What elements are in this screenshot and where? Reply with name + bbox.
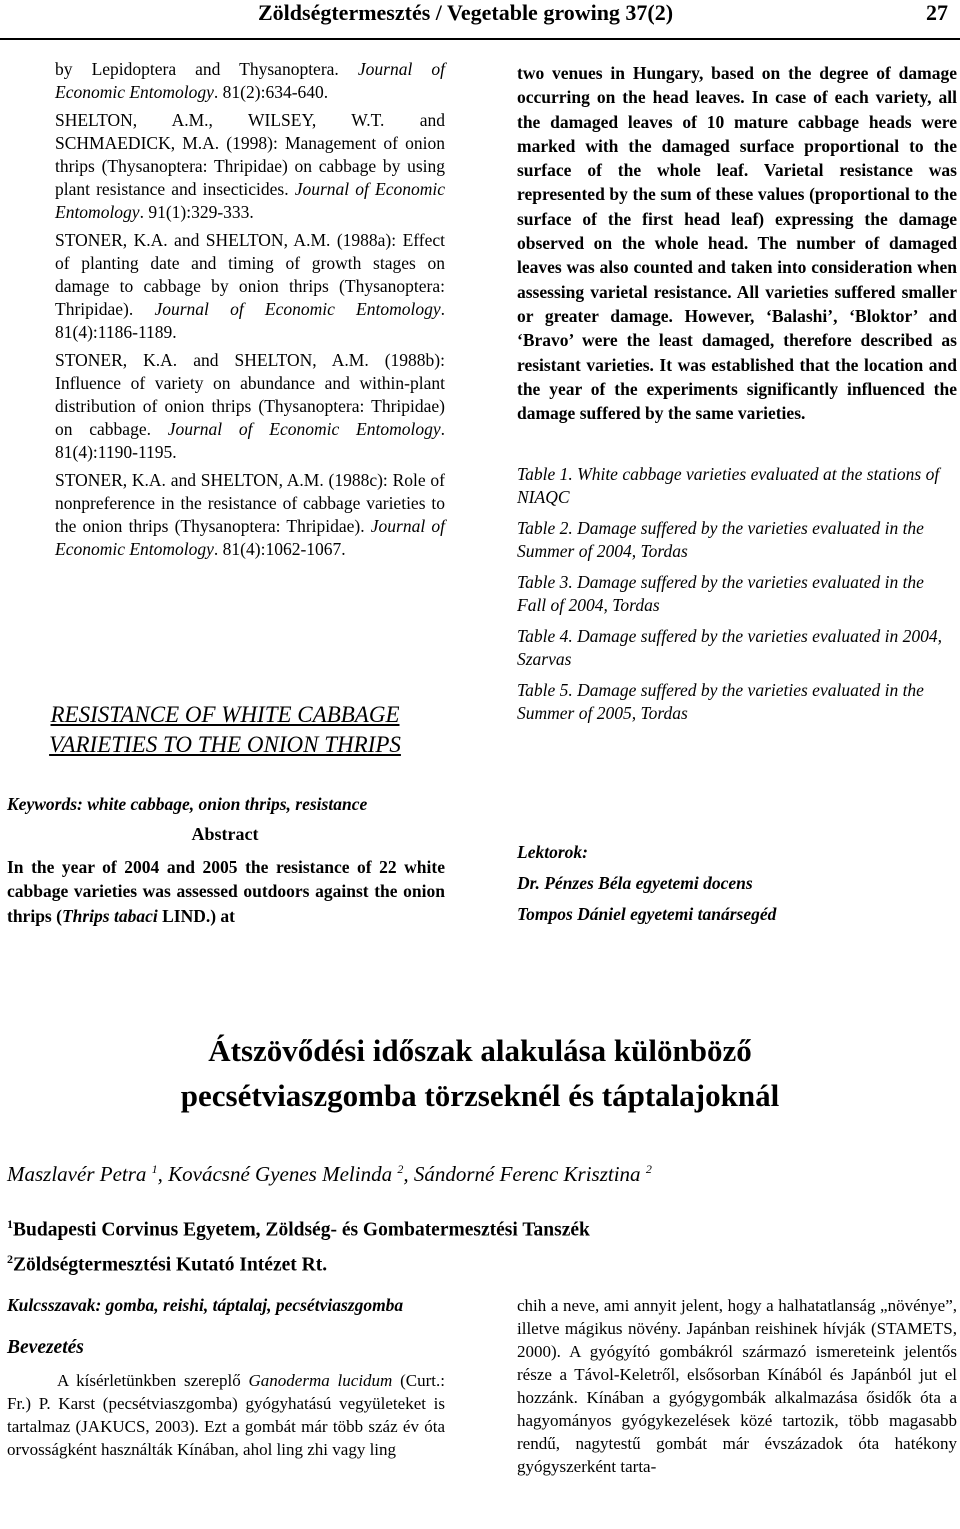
reference-item: by Lepidoptera and Thysanoptera. Journal of Economic Entomology. 81(2):634-640. — [55, 59, 445, 102]
affiliation: $^2$Zöldségtermesztési Kutató Intézet Rt. — [7, 1251, 328, 1275]
table-caption: Table 3. Damage suffered by the varieties evaluated in the Fall of 2004, Tordas — [517, 572, 924, 616]
intro-paragraph: A kísérletünkben szereplő Ganoderma lucidum (Curt.: Fr.) P. Karst (pecsétviaszgomba) gyógyhatású vegyületeket is tartalmaz (JAKUCS, 2003). Ezt a gombát már több száz év óta orvosságként használták Kínában, ahol ling zhi vagy ling — [7, 1371, 446, 1459]
article-left-column — [7, 1294, 445, 1461]
table-caption: Table 4. Damage suffered by the varieties evaluated in 2004, Szarvas — [517, 626, 942, 670]
english-section-title — [0, 700, 450, 760]
article-title — [0, 1028, 960, 1118]
title-line: RESISTANCE OF WHITE CABBAGE — [50, 702, 400, 727]
article-keywords: Kulcsszavak: gomba, reishi, táptalaj, pecsétviaszgomba — [7, 1295, 404, 1315]
author-list — [7, 1162, 652, 1187]
reviewers — [517, 837, 957, 930]
abstract-heading: Abstract — [191, 824, 259, 844]
intro-paragraph-continued: chih a neve, ami annyit jelent, hogy a halhatatlanság „növénye”, illetve mágikus növény. Japánban reishinek hívják (STAMETS, 2000). A gyógyító gombákról származó ismereteink jelentős része a Távol-Keletről, elsősorban Kínából és Japánból jut el hozzánk. Kínában a gyógygombák alkalmazása ősidők óta a hagyományos gyógykezelések közé tartozik, több magasabb rendű, nagytestű gombát már évszázadok óta hatékony gyógyszerként tarta- — [517, 1296, 957, 1476]
reference-item: STONER, K.A. and SHELTON, A.M. (1988b): Influence of variety on abundance and within-plant distribution of onion thrips (Thysanoptera: Thripidae) on cabbage. Journal of Economic Entomology. 81(4):1190-1195. — [55, 350, 445, 462]
english-keywords: Keywords: white cabbage, onion thrips, resistance — [7, 794, 368, 814]
abstract-continued: two venues in Hungary, based on the degree of damage occurring on the head leaves. In case of each variety, all the damaged leaves of 10 mature cabbage heads were marked with the damaged surface proportional to the surface of the whole leaf. Varietal resistance was represented by the sum of these values (proportional to the surface of the first head leaf) expressing the damage observed on the whole head. The number of damaged leaves was also counted and taken into consideration when assessing varietal resistance. All varieties suffered smaller or greater damage. However, ‘Balashi’, ‘Bloktor’ and ‘Bravo’ were the least damaged, therefore described as resistant varieties. It was established that the location and the year of the experiments significantly influenced the damage suffered by the same varieties. — [517, 63, 957, 424]
author: Sándorné Ferenc Krisztina $^2$ — [413, 1162, 652, 1186]
affiliation: $^1$Budapesti Corvinus Egyetem, Zöldség- és Gombatermesztési Tanszék — [7, 1217, 590, 1241]
journal-title: Zöldségtermesztés / Vegetable growing 37(2) — [258, 0, 674, 25]
article-title-line: pecsétviaszgomba törzseknél és táptalajoknál — [180, 1078, 780, 1113]
author: Maszlavér Petra $^1$, — [7, 1162, 169, 1186]
reviewer-name: Dr. Pénzes Béla egyetemi docens — [517, 873, 753, 893]
abstract-text: In the year of 2004 and 2005 the resistance of 22 white cabbage varieties was assessed outdoors against the onion thrips (Thrips tabaci LIND.) at — [7, 857, 445, 926]
article-title-line: Átszövődési időszak alakulása különböző — [208, 1033, 752, 1068]
reference-item: SHELTON, A.M., WILSEY, W.T. and SCHMAEDICK, M.A. (1998): Management of onion thrips (Thysanoptera: Thripidae) on cabbage by using plant resistance and insecticides. Journal of Economic Entomology. 91(1):329-333. — [55, 110, 445, 222]
intro-heading: Bevezetés — [7, 1337, 84, 1358]
affiliations — [7, 1210, 590, 1279]
reviewers-heading: Lektorok: — [517, 842, 588, 862]
table-caption: Table 2. Damage suffered by the varieties evaluated in the Summer of 2004, Tordas — [517, 518, 924, 562]
reviewer-name: Tompos Dániel egyetemi tanársegéd — [517, 904, 777, 924]
page-number: 27 — [926, 0, 948, 25]
running-header — [0, 0, 960, 40]
reference-item: STONER, K.A. and SHELTON, A.M. (1988c): Role of nonpreference in the resistance of cabbage varieties to the onion thrips (Thysanoptera: Thripidae). Journal of Economic Entomology. 81(4):1062-1067. — [55, 470, 445, 559]
abstract-continued-column — [517, 61, 957, 733]
table-caption: Table 1. White cabbage varieties evaluated at the stations of NIAQC — [517, 464, 940, 508]
reference-list — [55, 58, 445, 566]
reference-item: STONER, K.A. and SHELTON, A.M. (1988a): Effect of planting date and timing of growth stages on damage to cabbage by onion thrips (Thysanoptera: Thripidae). Journal of Economic Entomology. 81(4):1186-1189. — [55, 230, 445, 342]
author: Kovácsné Gyenes Melinda $^2$, — [168, 1162, 414, 1186]
title-line: VARIETIES TO THE ONION THRIPS — [49, 732, 401, 757]
table-caption: Table 5. Damage suffered by the varieties evaluated in the Summer of 2005, Tordas — [517, 680, 924, 724]
article-right-column — [517, 1294, 957, 1478]
